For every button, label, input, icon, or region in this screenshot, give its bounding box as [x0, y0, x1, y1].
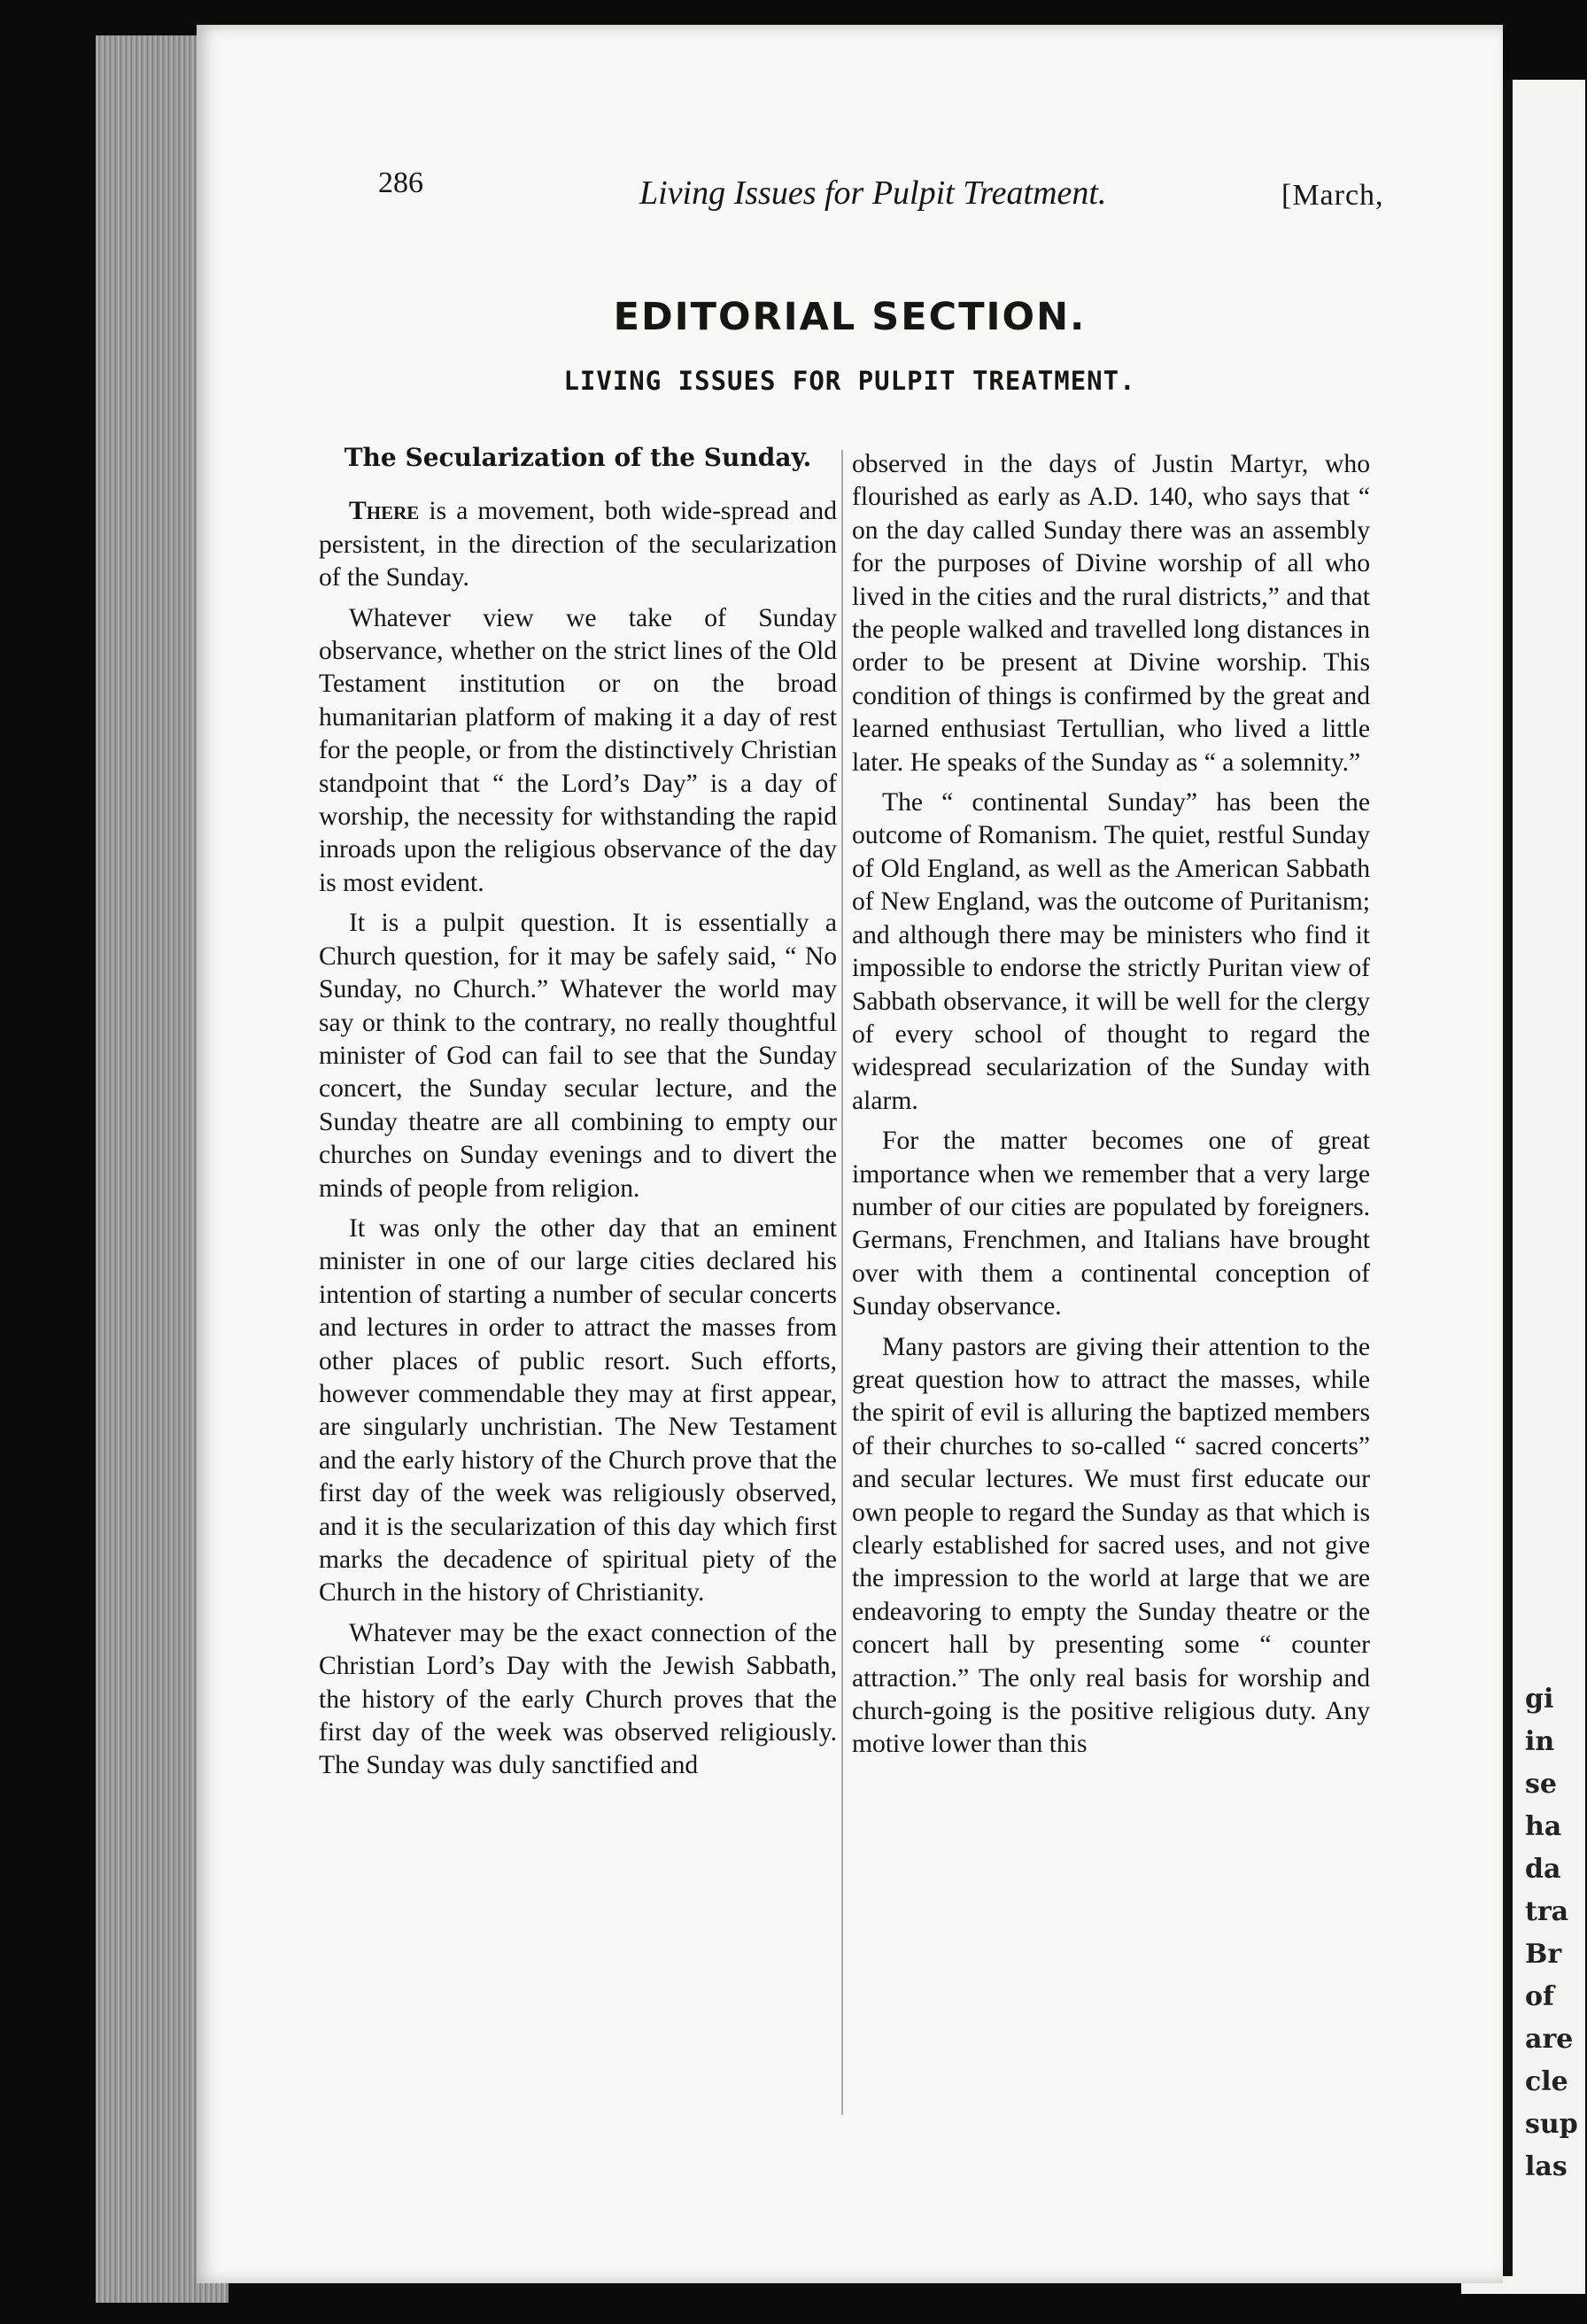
paragraph: The “ continental Sunday” has been the outcome of Romanism. The quiet, restful Sunday of Old England, as well as the American Sabbath of New England, was the outcome of Puritanism; and although there may be ministers who find it impossible to endorse the strictly Puritan view of Sabbath observance, it will be well for the clergy of every school of thought to regard the widespread secularization of the Sunday with alarm. — [852, 788, 1370, 1115]
facing-page-fragment: of — [1525, 1981, 1554, 2012]
facing-page-fragment: cle — [1525, 2066, 1568, 2097]
paragraph: For the matter becomes one of great importance when we remember that a very large number of our cities are populated by foreigners. Germans, Frenchmen, and Italians have brought over with them a continental conception of Sunday observance. — [852, 1127, 1370, 1321]
paragraph: Whatever may be the exact connection of the Christian Lord’s Day with the Jewish Sabbath, the history of the early Church proves that the first day of the week was observed religiously. The Sunday was duly sanctified and — [319, 1618, 837, 1780]
lead-word: There — [349, 497, 420, 526]
paragraph — [319, 495, 837, 594]
paragraph: Whatever view we take of Sunday observance, whether on the strict lines of the Old Testament institution or on the broad humanitarian platform of making it a day of rest for the people, or from the distinctively Christian standpoint that “ the Lord’s Day” is a day of worship, the necessity for withstanding the rapid inroads upon the religious observance of the day is most evident. — [319, 603, 837, 897]
paragraph: It is a pulpit question. It is essentially a Church question, for it may be safely said, “ No Sunday, no Church.” Whatever the world may say or think to the contrary, no really thoughtful minister of God can fail to see that the Sunday concert, the Sunday secular lecture, and the Sunday theatre are all combining to empty our churches on Sunday evenings and to divert the minds of people from religion. — [319, 909, 837, 1203]
facing-page-fragment: da — [1525, 1854, 1561, 1885]
facing-page-fragment: are — [1525, 2024, 1574, 2055]
paragraph: Many pastors are giving their attention to the great question how to attract the masses, while the spirit of evil is alluring the baptized members of their churches to so-called “ sacred concerts” and secular lectures. We must first educate our own people to regard the Sunday as that which is clearly established for sacred uses, and not give the impression to the world at large that we are endeavoring to empty the Sunday theatre or the concert hall by presenting some “ counter attraction.” The only real basis for worship and church-going is the positive religious duty. Any motive lower than this — [852, 1332, 1370, 1759]
paragraph: observed in the days of Justin Martyr, who flourished as early as A.D. 140, who says that “ on the day called Sunday there was an assembly for the purposes of Divine worship of all who lived in the cities and the rural districts,” and that the people walked and travelled long distances in order to be present at Divine worship. This condition of things is confirmed by the great and learned enthusiast Tertullian, who lived a little later. He speaks of the Sunday as “ a solemnity.” — [852, 450, 1370, 777]
facing-page-fragment: sup — [1525, 2109, 1578, 2140]
running-month: [March, — [1281, 179, 1384, 212]
book-page — [197, 25, 1503, 2283]
running-header — [197, 158, 1503, 211]
facing-page-fragment: in — [1525, 1726, 1555, 1757]
paragraph-text: is a movement, both wide-spread and persistent, in the direction of the secularization of the Sunday. — [319, 497, 837, 593]
right-column — [852, 448, 1370, 1769]
facing-page-fragment: gi — [1525, 1684, 1554, 1715]
paragraph: It was only the other day that an eminent minister in one of our large cities declared his intention of starting a number of secular concerts and lectures in order to attract the masses from other places of public resort. Such efforts, however commendable they may at first appear, are singularly unchristian. The New Testament and the early history of the Church prove that the first day of the week was religiously observed, and it is the secularization of this day which first marks the decadence of spiritual piety of the Church in the history of Christianity. — [319, 1213, 837, 1607]
subsection-title: LIVING ISSUES FOR PULPIT TREATMENT. — [563, 366, 1136, 396]
facing-page-fragment: las — [1525, 2151, 1568, 2182]
facing-page-fragment: Br — [1525, 1939, 1562, 1970]
facing-page-fragment: tra — [1525, 1896, 1569, 1927]
article-title: The Secularization of the Sunday. — [344, 443, 812, 472]
section-title: EDITORIAL SECTION. — [613, 295, 1087, 339]
page-number: 286 — [378, 167, 423, 199]
column-divider — [841, 450, 843, 2115]
facing-page-fragment: se — [1525, 1769, 1557, 1800]
left-column — [319, 441, 837, 1790]
running-title: Living Issues for Pulpit Treatment. — [639, 174, 1107, 212]
facing-page-fragment: ha — [1525, 1811, 1562, 1842]
